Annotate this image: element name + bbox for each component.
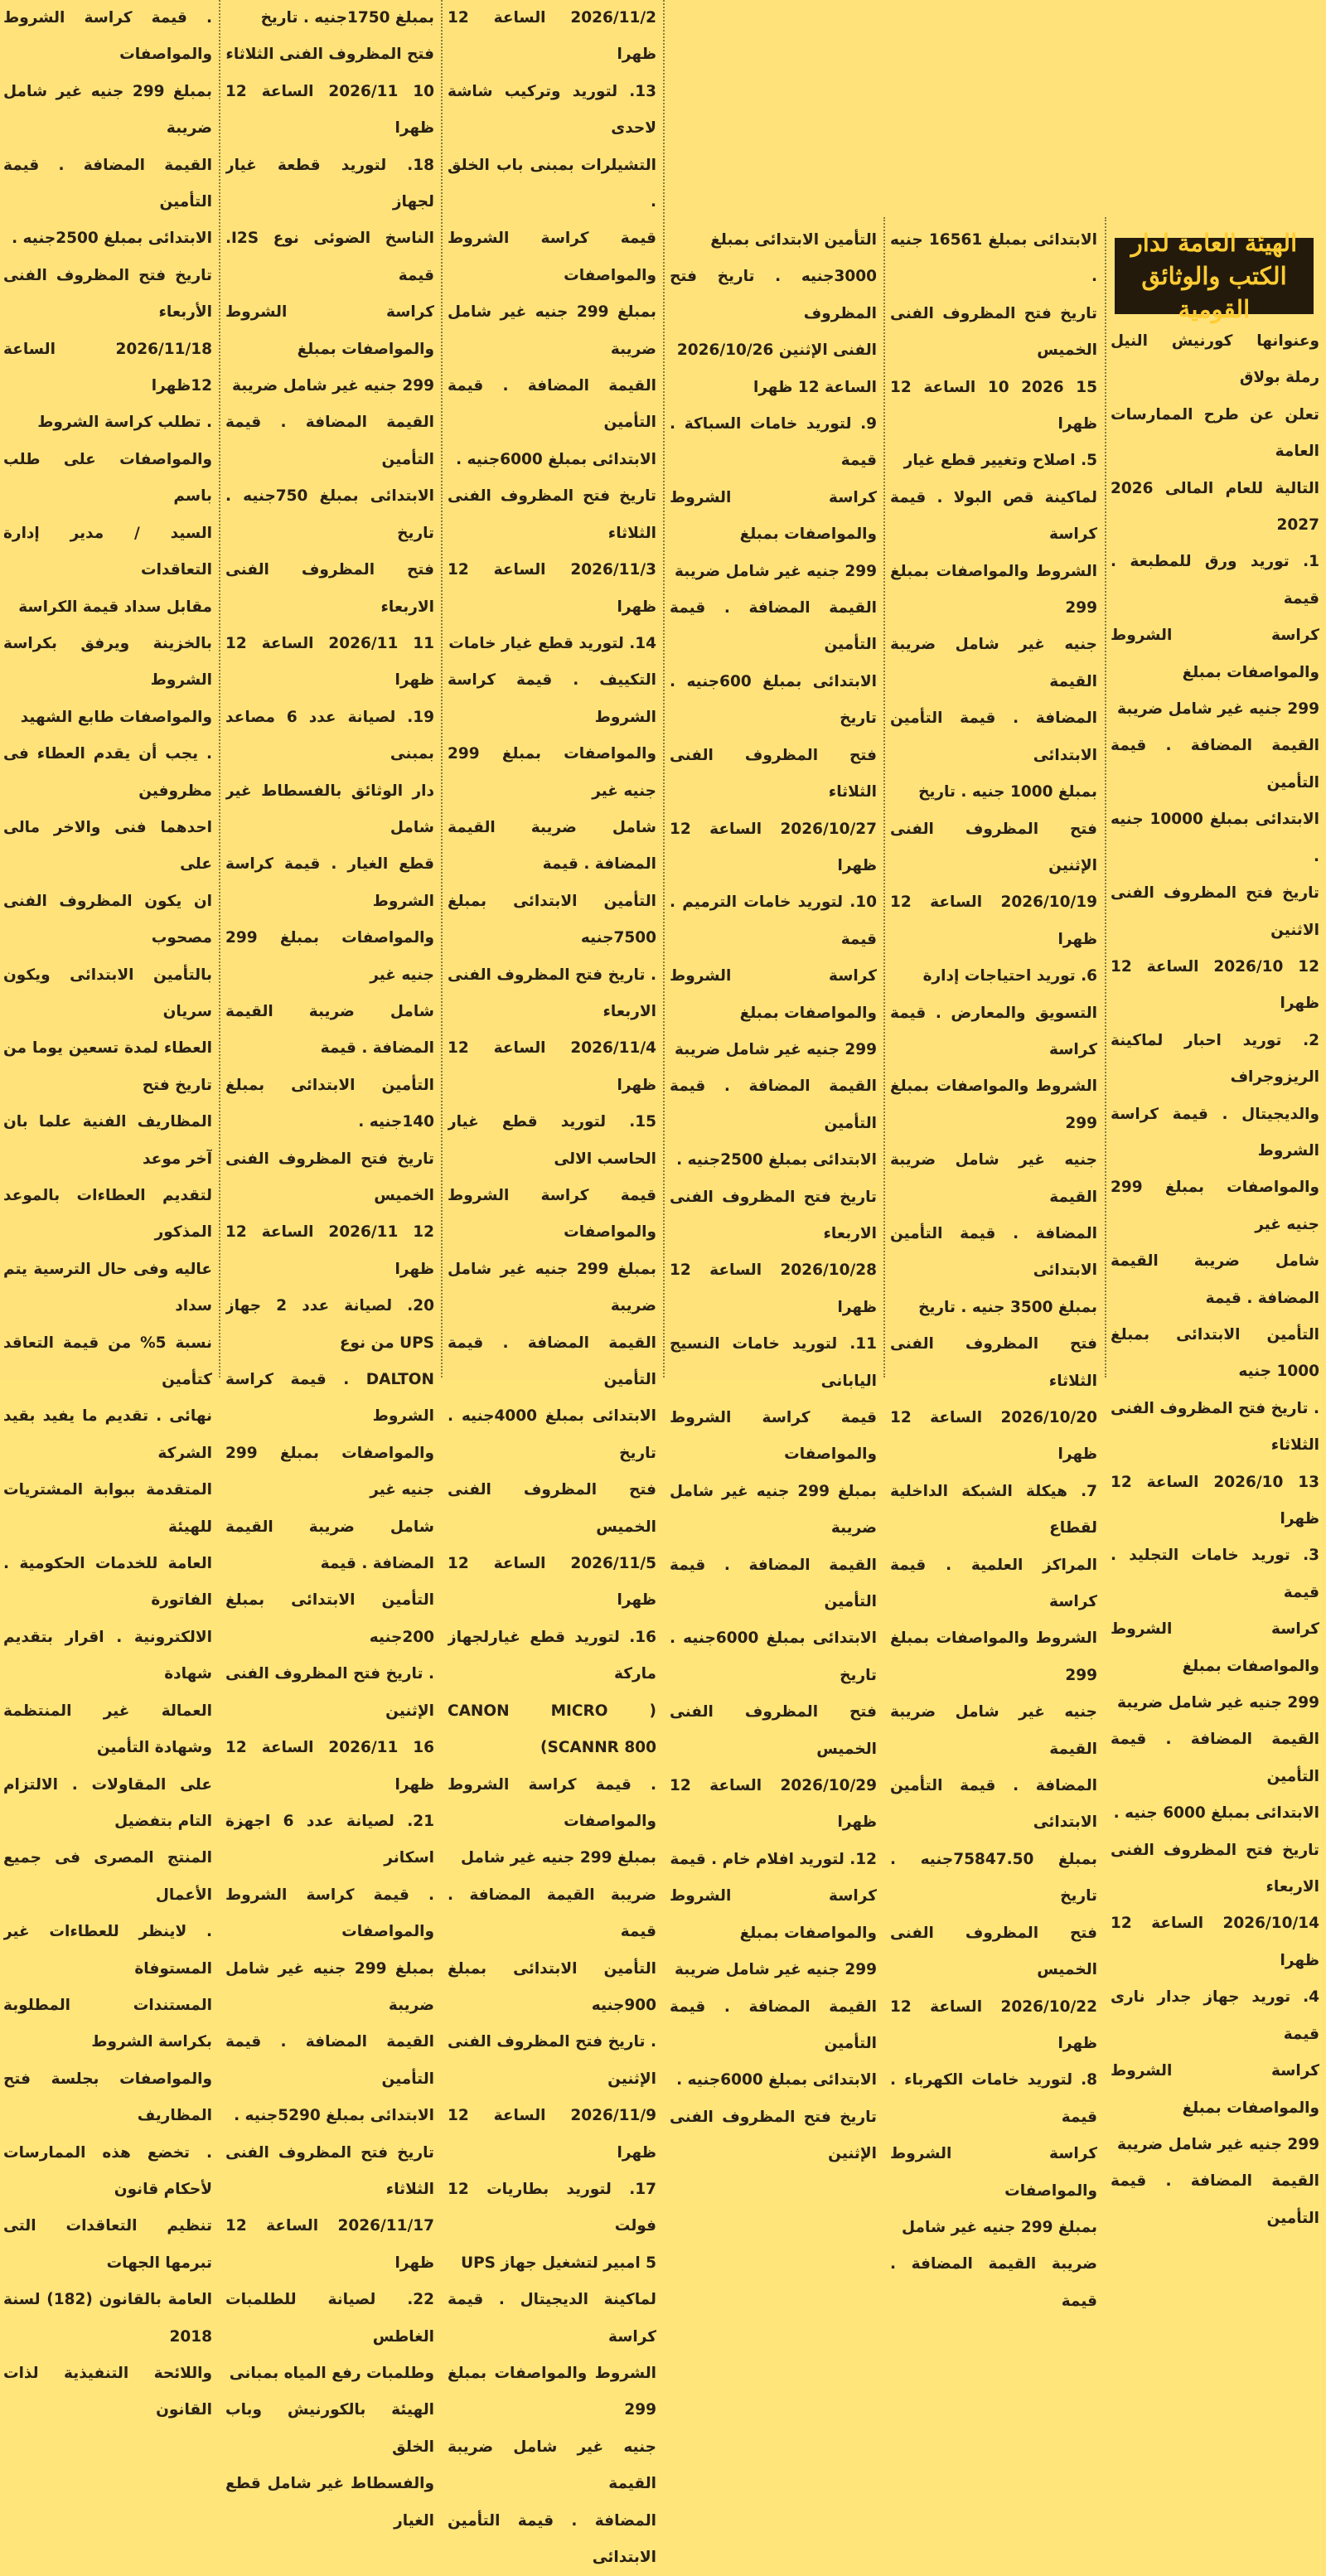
text-line: بمبلغ 1000 جنيه . تاريخ bbox=[918, 783, 1097, 801]
column-separator bbox=[1105, 217, 1106, 1378]
text-column-4 bbox=[448, 0, 656, 2576]
text-line: الفنى الإثنين 2026/10/26 bbox=[676, 341, 877, 360]
masthead-title bbox=[1115, 229, 1314, 323]
text-line: ان يكون المظروف الفنى مصحوب bbox=[3, 892, 212, 947]
text-line: لماكينة قص البولا . قيمة كراسة bbox=[890, 488, 1097, 544]
text-line: . يجب أن يقدم العطاء فى مظروفين bbox=[3, 745, 212, 800]
text-line: العامة للخدمات الحكومية . الفاتورة bbox=[3, 1555, 212, 1610]
text-line: 5 امبير لتشغيل جهاز UPS bbox=[461, 2254, 656, 2272]
text-line: . تطلب كراسة الشروط bbox=[37, 414, 212, 432]
text-line: والمواصفات بمبلغ 299 جنيه غير bbox=[448, 745, 656, 800]
text-line: تاريخ فتح المظروف الفنى الثلاثاء bbox=[448, 487, 656, 542]
text-line: شامل ضريبة القيمة المضافة . قيمة bbox=[225, 1518, 434, 1573]
text-line: 2026/10/27 الساعة 12 ظهرا bbox=[670, 820, 877, 874]
text-line: والمواصفات بمبلغ 299 جنيه غير bbox=[225, 929, 434, 984]
text-line: كراسة الشروط والمواصفات بمبلغ bbox=[1111, 2062, 1319, 2117]
text-line: كراسة الشروط والمواصفات بمبلغ bbox=[1111, 1620, 1319, 1675]
masthead-text: الهيئة العامة لدار الكتب والوثائق القومية bbox=[1130, 229, 1298, 323]
text-line: 299 جنيه غير شامل ضريبة bbox=[1117, 1694, 1319, 1712]
text-line: بمبلغ 299 جنيه غير شامل ضريبة bbox=[448, 1260, 656, 1315]
text-line: 10. لتوريد خامات الترميم . قيمة bbox=[670, 893, 877, 948]
text-line: فتح المظروف الفنى الثلاثاء bbox=[225, 46, 434, 64]
text-line: القيمة المضافة . قيمة التأمين bbox=[448, 377, 656, 432]
text-line: فتح المظروف الفنى الثلاثاء bbox=[890, 1335, 1097, 1390]
text-line: الساعة 12 ظهرا bbox=[753, 378, 877, 396]
text-column-5 bbox=[225, 0, 434, 2540]
text-line: فتح المظروف الفنى الخميس bbox=[448, 1481, 656, 1536]
text-line: بمبلغ 299 جنيه غير شامل bbox=[461, 1849, 656, 1867]
text-line: التسويق والمعارض . قيمة كراسة bbox=[890, 1004, 1097, 1058]
text-line: 10 2026/11 الساعة 12 ظهرا bbox=[225, 82, 434, 138]
text-line: تاريخ فتح المظروف الفنى الأربعاء bbox=[3, 266, 212, 322]
text-line: بمبلغ 299 جنيه غير شامل ضريبة bbox=[225, 1959, 434, 2014]
text-line: تنظيم التعاقدات التى تبرمها الجهات bbox=[3, 2217, 212, 2272]
text-line: التأمين الابتدائى بمبلغ bbox=[710, 231, 877, 249]
text-line: المظاريف الفنية علما بان آخر موعد bbox=[3, 1113, 212, 1168]
text-line: الابتدائى بمبلغ 6000جنيه . bbox=[456, 450, 656, 468]
text-line: الشروط والمواصفات بمبلغ 299 bbox=[890, 1077, 1097, 1132]
text-line: القيمة المضافة . قيمة التأمين bbox=[670, 1997, 877, 2052]
text-line: فتح المظروف الفنى الإثنين bbox=[890, 820, 1097, 874]
column-separator bbox=[441, 0, 443, 1378]
text-line: على المقاولات . الالتزام التام بتفضيل bbox=[3, 1775, 212, 1830]
text-line: جنيه غير شامل ضريبة القيمة bbox=[448, 2438, 656, 2493]
text-line: قيمة كراسة الشروط والمواصفات bbox=[448, 230, 656, 284]
text-line: العطاء لمدة تسعين يوما من تاريخ فتح bbox=[3, 1039, 212, 1094]
text-line: 7. هيكلة الشبكة الداخلية لقطاع bbox=[890, 1482, 1097, 1537]
text-line: القيمة المضافة . قيمة التأمين bbox=[1111, 1731, 1319, 1785]
text-line: القيمة المضافة . قيمة التأمين bbox=[1111, 737, 1319, 792]
text-line: بمبلغ 3500 جنيه . تاريخ bbox=[918, 1298, 1097, 1316]
text-line: كراسة الشروط والمواصفات bbox=[890, 2145, 1097, 2200]
text-line: 16 2026/11 الساعة 12 ظهرا bbox=[225, 1739, 434, 1794]
text-line: لتقديم العطاءات بالموعد المذكور bbox=[3, 1187, 212, 1242]
text-line: لماكينة الديجيتال . قيمة كراسة bbox=[448, 2291, 656, 2346]
text-line: التالية للعام المالى 2026 2027 bbox=[1111, 479, 1319, 535]
text-line: تاريخ فتح المظروف الفنى الاربعاء bbox=[670, 1188, 877, 1242]
text-line: فتح المظروف الفنى الخميس bbox=[890, 1924, 1097, 1979]
text-line: شامل ضريبة القيمة المضافة . قيمة bbox=[448, 818, 656, 874]
text-line: العمالة غير المنتظمة وشهادة التأمين bbox=[3, 1702, 212, 1757]
text-line: . قيمة كراسة الشروط والمواصفات bbox=[3, 9, 212, 64]
text-line: المضافة . قيمة التأمين الابتدائى bbox=[890, 709, 1097, 764]
text-line: التأمين الابتدائى بمبلغ 200جنيه bbox=[225, 1591, 434, 1646]
text-line: تاريخ فتح المظروف الفنى الثلاثاء bbox=[225, 2143, 434, 2198]
text-line: 299 جنيه غير شامل ضريبة bbox=[675, 1961, 877, 1979]
text-line: 2026/11/2 الساعة 12 ظهرا bbox=[448, 9, 656, 64]
text-line: 2026/11/3 الساعة 12 ظهرا bbox=[448, 561, 656, 616]
text-line: المضافة . قيمة التأمين الابتدائى bbox=[890, 1777, 1097, 1832]
text-line: التأمين الابتدائى بمبلغ 7500جنيه bbox=[448, 892, 656, 947]
text-line: المتقدمة ببوابة المشتريات للهيئة bbox=[3, 1481, 212, 1536]
text-line: التشيلرات بمبنى باب الخلق . bbox=[448, 156, 656, 211]
text-line: 2026/10/19 الساعة 12 ظهرا bbox=[890, 893, 1097, 948]
text-line: 22. لصيانة للطلمبات الغاطس bbox=[225, 2291, 434, 2346]
text-line: المضافة . قيمة التأمين الابتدائى bbox=[448, 2511, 656, 2567]
text-line: 6. توريد احتياجات إدارة bbox=[922, 967, 1097, 985]
text-line: ضريبة القيمة المضافة . قيمة bbox=[890, 2255, 1097, 2310]
text-line: المراكز العلمية . قيمة كراسة bbox=[890, 1556, 1097, 1611]
text-line: . تاريخ فتح المظروف الفنى الإثنين bbox=[448, 2033, 656, 2088]
text-line: بالتأمين الابتدائى ويكون سريان bbox=[3, 966, 212, 1020]
text-line: 21. لصيانة عدد 6 اجهزة اسكانر bbox=[225, 1812, 434, 1867]
text-line: دار الوثائق بالفسطاط غير شامل bbox=[225, 782, 434, 836]
text-line: الابتدائى بمبلغ 10000 جنيه . bbox=[1111, 811, 1319, 865]
text-line: بمبلغ 299 جنيه غير شامل ضريبة bbox=[3, 82, 212, 138]
text-line: الابتدائى بمبلغ 6000جنيه . تاريخ bbox=[670, 1629, 877, 1684]
text-line: 2026/11/18 الساعة 12ظهرا bbox=[3, 340, 212, 395]
text-line: 3. توريد خامات التجليد . قيمة bbox=[1111, 1547, 1319, 1601]
text-line: 4. توريد جهاز جدار نارى قيمة bbox=[1111, 1988, 1319, 2043]
text-line: فتح المظروف الفنى الاربعاء bbox=[225, 561, 434, 616]
text-line: 2026/11/9 الساعة 12 ظهرا bbox=[448, 2107, 656, 2162]
text-line: والفسطاط غير شامل قطع الغيار bbox=[225, 2475, 434, 2530]
text-line: تاريخ فتح المظروف الفنى الإثنين bbox=[670, 2108, 877, 2163]
text-line: بمبلغ 299 جنيه غير شامل ضريبة bbox=[670, 1482, 877, 1537]
text-line: جنيه غير شامل ضريبة القيمة bbox=[890, 1151, 1097, 1206]
text-line: 16. لتوريد قطع غيارلجهاز ماركة bbox=[448, 1628, 656, 1683]
text-line: القيمة المضافة . قيمة التأمين bbox=[670, 1556, 877, 1611]
text-line: 299 جنيه غير شامل ضريبة bbox=[232, 377, 434, 395]
text-line: بالخزينة ويرفق بكراسة الشروط bbox=[3, 634, 212, 690]
text-line: 14. لتوريد قطع غيار خامات bbox=[448, 634, 656, 652]
text-line: قيمة كراسة الشروط والمواصفات bbox=[670, 1409, 877, 1464]
text-line: تعلن عن طرح الممارسات العامة bbox=[1111, 405, 1319, 461]
text-line: التأمين الابتدائى بمبلغ 900جنيه bbox=[448, 1959, 656, 2014]
text-line: كراسة الشروط والمواصفات بمبلغ bbox=[670, 1887, 877, 1942]
text-line: . قيمة كراسة الشروط والمواصفات bbox=[448, 1775, 656, 1830]
text-line: 13. لتوريد وتركيب شاشة لاحدى bbox=[448, 82, 656, 138]
text-line: الناسخ الضوئى نوع I2S. قيمة bbox=[225, 230, 434, 284]
column-separator bbox=[663, 0, 665, 1378]
text-line: نهائى . تقديم ما يفيد بقيد الشركة bbox=[3, 1407, 212, 1462]
text-line: شامل ضريبة القيمة المضافة . قيمة bbox=[1111, 1252, 1319, 1307]
text-line: التأمين الابتدائى بمبلغ 1000 جنيه bbox=[1111, 1325, 1319, 1381]
text-line: 299 جنيه غير شامل ضريبة bbox=[1117, 2135, 1319, 2153]
text-line: القيمة المضافة . قيمة التأمين bbox=[670, 599, 877, 654]
column-separator bbox=[883, 217, 885, 1378]
text-line: التأمين الابتدائى بمبلغ 140جنيه . bbox=[225, 1076, 434, 1131]
text-line: 2026/11/17 الساعة 12 ظهرا bbox=[225, 2217, 434, 2272]
text-line: المنتج المصرى فى جميع الأعمال bbox=[3, 1849, 212, 1904]
text-line: شامل ضريبة القيمة المضافة . قيمة bbox=[225, 1002, 434, 1058]
text-line: 11. لتوريد خامات النسيج اليابانى bbox=[670, 1335, 877, 1390]
text-line: الابتدائى بمبلغ 750جنيه . تاريخ bbox=[225, 487, 434, 542]
text-line: . قيمة كراسة الشروط والمواصفات bbox=[225, 1886, 434, 1941]
text-line: واللائحة التنفيذية لذات القانون bbox=[3, 2365, 212, 2419]
text-line: 18. لتوريد قطعة غيار لجهاز bbox=[225, 156, 434, 211]
text-line: القيمة المضافة . قيمة التأمين bbox=[1111, 2172, 1319, 2227]
text-line: ضريبة القيمة المضافة . قيمة bbox=[448, 1886, 656, 1941]
text-line: 2026/10/29 الساعة 12 ظهرا bbox=[670, 1777, 877, 1832]
text-line: 2026/11/4 الساعة 12 ظهرا bbox=[448, 1039, 656, 1094]
text-line: التكييف . قيمة كراسة الشروط bbox=[448, 671, 656, 726]
text-line: والمواصفات على طلب باسم bbox=[3, 450, 212, 506]
text-line: تاريخ فتح المظروف الفنى الاثنين bbox=[1111, 884, 1319, 939]
text-line: جنيه غير شامل ضريبة القيمة bbox=[890, 636, 1097, 690]
text-line: 12 2026/10 الساعة 12 ظهرا bbox=[1111, 957, 1319, 1013]
text-line: 299 جنيه غير شامل ضريبة bbox=[1117, 700, 1319, 719]
text-line: 17. لتوريد بطاريات 12 فولت bbox=[448, 2180, 656, 2235]
text-line: القيمة المضافة . قيمة التأمين bbox=[225, 2033, 434, 2088]
text-line: بمبلغ 299 جنيه غير شامل ضريبة bbox=[448, 303, 656, 358]
text-line: عاليه وفى حال الترسية يتم سداد bbox=[3, 1260, 212, 1315]
text-line: والديجيتال . قيمة كراسة الشروط bbox=[1111, 1105, 1319, 1160]
text-line: ( CANON MICRO SCANNR 800) bbox=[448, 1702, 656, 1757]
text-line: 2026/11/5 الساعة 12 ظهرا bbox=[448, 1555, 656, 1610]
text-line: تاريخ فتح المظروف الفنى الاربعاء bbox=[1111, 1841, 1319, 1896]
text-line: والمواصفات بجلسة فتح المظاريف bbox=[3, 2070, 212, 2125]
text-line: 299 جنيه غير شامل ضريبة bbox=[675, 562, 877, 580]
text-line: السيد / مدير إدارة التعاقدات bbox=[3, 524, 212, 579]
text-line: . لاينظر للعطاءات غير المستوفاة bbox=[3, 1923, 212, 1978]
text-line: 12. لتوريد افلام خام . قيمة bbox=[670, 1850, 877, 1868]
text-line: 3000جنيه . تاريخ فتح المظروف bbox=[670, 268, 877, 322]
text-line: العامة بالقانون (182) لسنة 2018 bbox=[3, 2291, 212, 2346]
text-line: 5. اصلاح وتغيير قطع غيار bbox=[903, 452, 1097, 470]
text-line: وعنوانها كورنيش النيل رملة بولاق bbox=[1111, 332, 1319, 387]
column-separator bbox=[219, 0, 220, 1378]
text-line: والمواصفات طابع الشهيد bbox=[20, 708, 212, 726]
text-line: قيمة كراسة الشروط والمواصفات bbox=[448, 1187, 656, 1242]
text-line: والمواصفات بمبلغ 299 جنيه غير bbox=[225, 1444, 434, 1499]
text-line: 8. لتوريد خامات الكهرباء . قيمة bbox=[890, 2071, 1097, 2126]
text-line: قطع الغيار . قيمة كراسة الشروط bbox=[225, 855, 434, 910]
text-line: 20. لصيانة عدد 2 جهاز UPS من نوع bbox=[225, 1297, 434, 1352]
text-line: المستندات المطلوبة بكراسة الشروط bbox=[3, 1996, 212, 2051]
text-line: كراسة الشروط والمواصفات بمبلغ bbox=[670, 488, 877, 544]
text-line: تاريخ فتح المظروف الفنى الخميس bbox=[890, 304, 1097, 360]
text-line: . تاريخ فتح المظروف الفنى الاربعاء bbox=[448, 966, 656, 1020]
text-line: القيمة المضافة . قيمة التأمين bbox=[225, 414, 434, 468]
text-line: 2026/10/28 الساعة 12 ظهرا bbox=[670, 1261, 877, 1316]
text-line: مقابل سداد قيمة الكراسة bbox=[18, 598, 212, 616]
text-line: الابتدائى بمبلغ 16561 جنيه . bbox=[890, 231, 1097, 286]
text-line: القيمة المضافة . قيمة التأمين bbox=[670, 1077, 877, 1132]
text-column-6 bbox=[3, 0, 212, 2429]
text-line: 13 2026/10 الساعة 12 ظهرا bbox=[1111, 1473, 1319, 1528]
text-line: 12 2026/11 الساعة 12 ظهرا bbox=[225, 1223, 434, 1278]
text-line: 2026/10/22 الساعة 12 ظهرا bbox=[890, 1997, 1097, 2052]
text-line: بمبلغ 1750جنيه . تاريخ bbox=[260, 9, 434, 27]
text-line: DALTON . قيمة كراسة الشروط bbox=[225, 1371, 434, 1426]
text-line: القيمة المضافة . قيمة التأمين bbox=[3, 156, 212, 211]
text-line: 2026/10/14 الساعة 12 ظهرا bbox=[1111, 1915, 1319, 1969]
text-line: 15. لتوريد قطع غيار الحاسب الالى bbox=[448, 1113, 656, 1168]
text-line: 11 2026/11 الساعة 12 ظهرا bbox=[225, 634, 434, 690]
text-line: والمواصفات بمبلغ 299 جنيه غير bbox=[1111, 1179, 1319, 1233]
text-line: نسبة 5% من قيمة التعاقد كتأمين bbox=[3, 1334, 212, 1389]
text-line: كراسة الشروط والمواصفات بمبلغ bbox=[670, 967, 877, 1022]
text-line: بمبلغ 75847.50جنيه . تاريخ bbox=[890, 1850, 1097, 1905]
text-line: الابتدائى بمبلغ 6000 جنيه . bbox=[1113, 1804, 1319, 1823]
text-line: . تخضع هذه الممارسات لأحكام قانون bbox=[3, 2143, 212, 2198]
text-line: 9. لتوريد خامات السباكة . قيمة bbox=[670, 415, 877, 470]
text-line: كراسة الشروط والمواصفات بمبلغ bbox=[1111, 627, 1319, 681]
text-line: المضافة . قيمة التأمين الابتدائى bbox=[890, 1224, 1097, 1280]
text-line: 19. لصيانة عدد 6 مصاعد بمبنى bbox=[225, 708, 434, 763]
text-line: الابتدائى بمبلغ 5290جنيه . bbox=[234, 2107, 434, 2125]
text-line: . تاريخ فتح المظروف الفنى الثلاثاء bbox=[1111, 1399, 1319, 1455]
text-line: 1. توريد ورق للمطبعة . قيمة bbox=[1111, 553, 1319, 608]
text-line: الابتدائى بمبلغ 600جنيه . تاريخ bbox=[670, 672, 877, 728]
text-line: الشروط والمواصفات بمبلغ 299 bbox=[890, 562, 1097, 617]
text-line: فتح المظروف الفنى الثلاثاء bbox=[670, 746, 877, 801]
text-line: وطلمبات رفع المياه بمبانى bbox=[229, 2365, 434, 2382]
text-line: 2026/10/20 الساعة 12 ظهرا bbox=[890, 1409, 1097, 1464]
text-line: 2. توريد احبار لماكينة الريزوجراف bbox=[1111, 1031, 1319, 1087]
text-line: الالكترونية . اقرار بتقديم شهادة bbox=[3, 1628, 212, 1683]
text-line: بمبلغ 299 جنيه غير شامل bbox=[902, 2218, 1097, 2236]
text-column-1 bbox=[1111, 323, 1319, 2237]
text-line: الشروط والمواصفات بمبلغ 299 bbox=[890, 1629, 1097, 1684]
text-line: 15 2026 10 الساعة 12 ظهرا bbox=[890, 378, 1097, 433]
text-column-2 bbox=[890, 222, 1097, 2320]
text-line: الهيئة بالكورنيش وباب الخلق bbox=[225, 2401, 434, 2456]
text-line: الابتدائى بمبلغ 6000جنيه . bbox=[676, 2071, 877, 2089]
text-column-3 bbox=[670, 222, 877, 2173]
text-line: الابتدائى بمبلغ 2500جنيه . bbox=[676, 1151, 877, 1169]
text-line: الابتدائى بمبلغ 2500جنيه . bbox=[12, 230, 212, 248]
text-line: تاريخ فتح المظروف الفنى الخميس bbox=[225, 1150, 434, 1204]
text-line: . تاريخ فتح المظروف الفنى الإثنين bbox=[225, 1665, 434, 1720]
text-line: القيمة المضافة . قيمة التأمين bbox=[448, 1334, 656, 1389]
text-line: جنيه غير شامل ضريبة القيمة bbox=[890, 1703, 1097, 1758]
text-line: فتح المظروف الفنى الخميس bbox=[670, 1703, 877, 1758]
text-line: الابتدائى بمبلغ 4000جنيه . تاريخ bbox=[448, 1407, 656, 1462]
text-line: كراسة الشروط والمواصفات بمبلغ bbox=[225, 303, 434, 358]
text-line: احدهما فنى والاخر مالى على bbox=[3, 818, 212, 874]
text-line: الشروط والمواصفات بمبلغ 299 bbox=[448, 2365, 656, 2419]
text-line: 299 جنيه غير شامل ضريبة bbox=[675, 1040, 877, 1058]
